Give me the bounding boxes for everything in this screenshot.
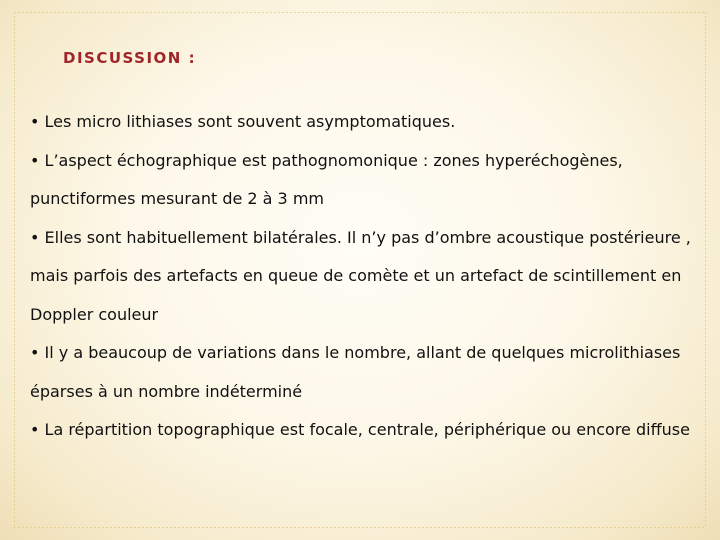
slide-body (30, 103, 695, 450)
bullet-2: • L’aspect échographique est pathognomonique : zones hyperéchogènes, punctiformes mesurant de 2 à 3 mm (30, 150, 623, 208)
bullet-4: • Il y a beaucoup de variations dans le nombre, allant de quelques microlithiases éparses à un nombre indéterminé (30, 343, 681, 401)
bullet-3: • Elles sont habituellement bilatérales. Il n’y pas d’ombre acoustique postérieure , mais parfois des artefacts en queue de comète et un artefact de scintillement en Doppler couleur (30, 227, 691, 324)
bullet-1: • Les micro lithiases sont souvent asymptomatiques. (30, 112, 456, 131)
slide-border-top (14, 12, 706, 13)
slide-border-left (14, 12, 15, 528)
slide-title: DISCUSSION : (63, 49, 197, 67)
bullet-5: • La répartition topographique est focale, centrale, périphérique ou encore diffuse (30, 420, 690, 439)
slide-border-bottom (14, 527, 706, 528)
slide-border-right (705, 12, 706, 528)
